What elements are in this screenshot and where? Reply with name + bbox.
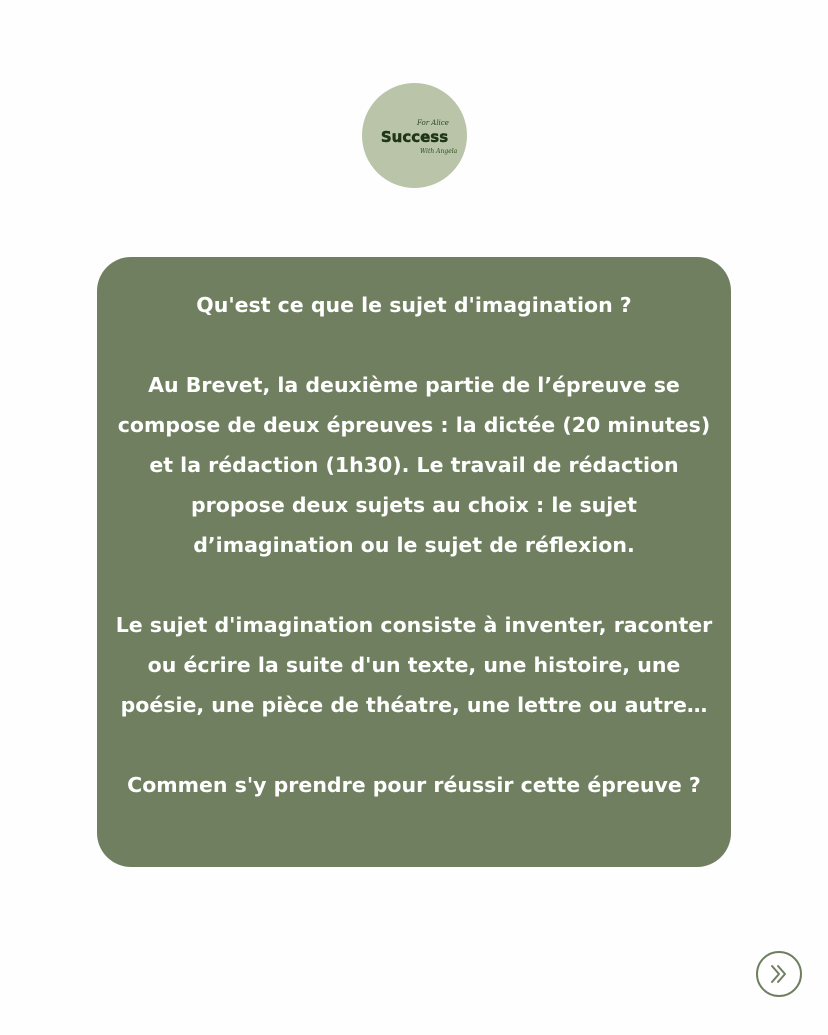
card-paragraph-2: Le sujet d'imagination consiste à inventer, raconter ou écrire la suite d'un texte, une histoire, une poésie, une pièce de théatre, une lettre ou autre… — [115, 613, 713, 717]
success-logo-mark — [362, 83, 467, 188]
logo-script-top: For Alice — [417, 119, 449, 127]
double-chevron-right-icon — [767, 962, 791, 986]
brand-logo — [362, 83, 467, 188]
spacer — [115, 565, 713, 605]
card-closing-question: Commen s'y prendre pour réussir cette épreuve ? — [127, 773, 701, 797]
spacer — [115, 325, 713, 365]
logo-brand-text: Success — [380, 128, 449, 146]
info-card — [97, 257, 731, 867]
spacer — [115, 725, 713, 765]
next-slide-button[interactable] — [756, 951, 802, 997]
card-paragraph-1: Au Brevet, la deuxième partie de l’épreuve se compose de deux épreuves : la dictée (20 minutes) et la rédaction (1h30). Le travail de rédaction propose deux sujets au choix : le sujet d’imagination ou le sujet de réflexion. — [117, 373, 711, 557]
card-heading: Qu'est ce que le sujet d'imagination ? — [196, 293, 632, 317]
logo-script-bottom: With Angela — [420, 148, 458, 155]
